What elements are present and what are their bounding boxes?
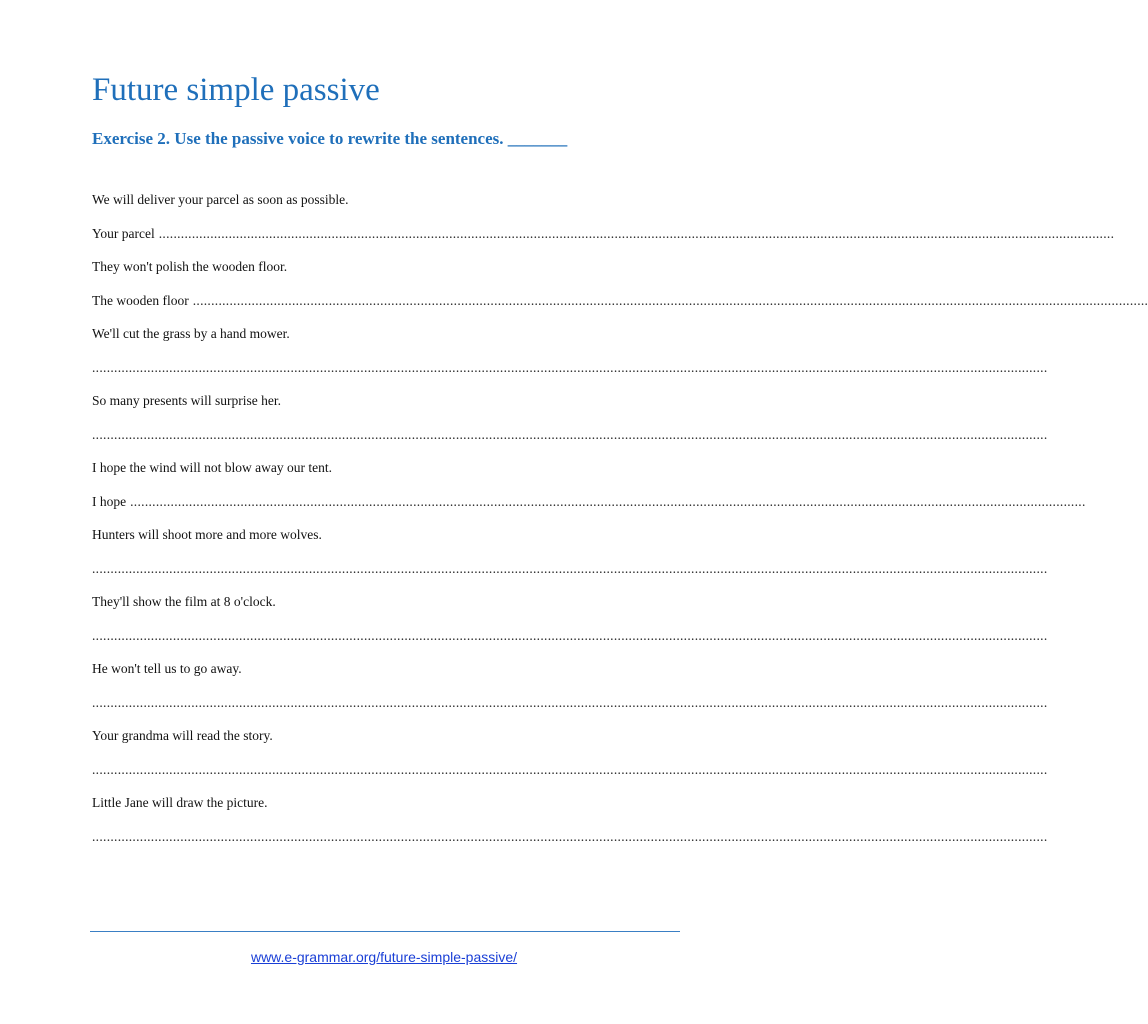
exercise-sentence: They'll show the film at 8 o'clock. — [92, 594, 276, 609]
exercise-item — [92, 524, 1048, 591]
dotted-blank: .................................................................................................................................................................................................................................................................... — [92, 560, 1048, 576]
dotted-blank: .................................................................................................................................................................................................................................................................... — [92, 694, 1048, 710]
answer-line[interactable] — [92, 558, 1048, 592]
dotted-blank: .................................................................................................................................................................................................................................................................... — [92, 761, 1048, 777]
footer-divider — [90, 931, 680, 932]
answer-line[interactable] — [92, 759, 1048, 793]
answer-line[interactable] — [92, 491, 1086, 525]
exercise-sentence: Your grandma will read the story. — [92, 728, 273, 743]
exercise-sentence: We'll cut the grass by a hand mower. — [92, 326, 290, 341]
answer-line[interactable] — [92, 826, 1048, 860]
exercise-item — [92, 390, 1048, 457]
exercise-instructions: Exercise 2. Use the passive voice to rewrite the sentences. _______ — [92, 129, 568, 148]
answer-line[interactable] — [92, 357, 1048, 391]
answer-prefix: The wooden floor — [92, 292, 189, 308]
exercise-list — [92, 189, 1148, 859]
exercise-item — [92, 591, 1048, 658]
dotted-blank: .................................................................................................................................................................................................................................................................... — [130, 493, 1086, 509]
exercise-item — [92, 792, 1048, 859]
exercise-item — [92, 323, 1048, 390]
exercise-sentence: We will deliver your parcel as soon as possible. — [92, 192, 349, 207]
exercise-sentence: Little Jane will draw the picture. — [92, 795, 268, 810]
page-title: Future simple passive — [92, 72, 380, 108]
exercise-item — [92, 457, 1086, 524]
dotted-blank: .................................................................................................................................................................................................................................................................... — [92, 359, 1048, 375]
dotted-blank: .................................................................................................................................................................................................................................................................... — [92, 627, 1048, 643]
exercise-item — [92, 256, 1148, 323]
dotted-blank: .................................................................................................................................................................................................................................................................... — [192, 292, 1148, 308]
exercise-item — [92, 725, 1048, 792]
answer-line[interactable] — [92, 290, 1148, 324]
exercise-item — [92, 189, 1115, 256]
answer-line[interactable] — [92, 223, 1115, 257]
answer-prefix: I hope — [92, 493, 127, 509]
footer-link[interactable]: www.e-grammar.org/future-simple-passive/ — [250, 949, 518, 965]
exercise-sentence: Hunters will shoot more and more wolves. — [92, 527, 322, 542]
exercise-sentence: So many presents will surprise her. — [92, 393, 281, 408]
exercise-sentence: They won't polish the wooden floor. — [92, 259, 288, 274]
exercise-sentence: He won't tell us to go away. — [92, 661, 242, 676]
dotted-blank: .................................................................................................................................................................................................................................................................... — [92, 426, 1048, 442]
exercise-sentence: I hope the wind will not blow away our tent. — [92, 460, 332, 475]
exercise-item — [92, 658, 1048, 725]
answer-prefix: Your parcel — [92, 225, 155, 241]
answer-line[interactable] — [92, 625, 1048, 659]
dotted-blank: .................................................................................................................................................................................................................................................................... — [92, 828, 1048, 844]
answer-line[interactable] — [92, 692, 1048, 726]
dotted-blank: .................................................................................................................................................................................................................................................................... — [158, 225, 1115, 241]
answer-line[interactable] — [92, 424, 1048, 458]
